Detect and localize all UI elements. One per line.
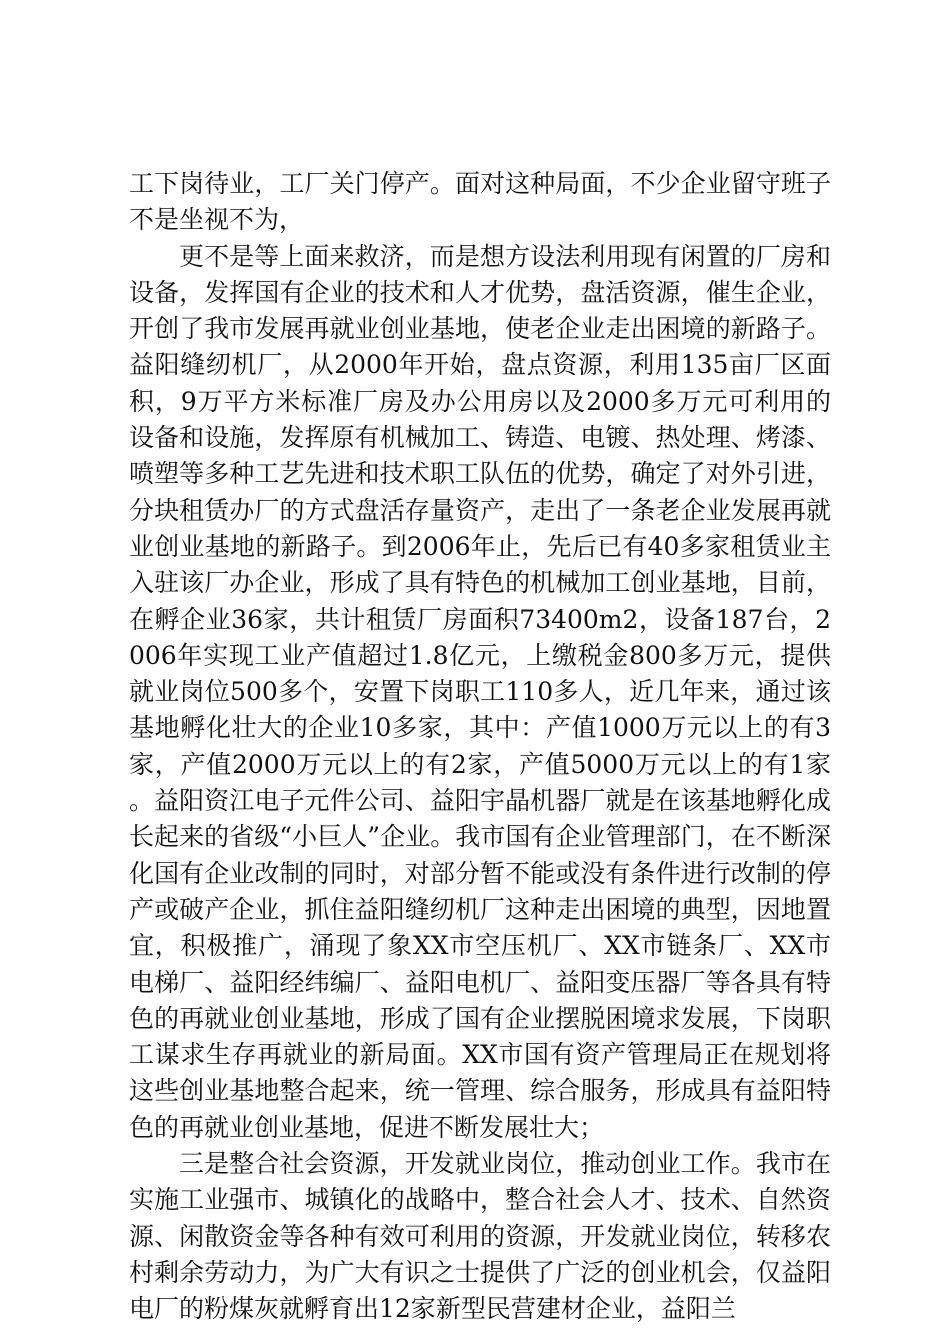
paragraph-continuation: 工下岗待业，工厂关门停产。面对这种局面，不少企业留守班子不是坐视不为，	[129, 169, 831, 235]
document-body	[129, 166, 831, 1328]
paragraph-reemployment-bases: 更不是等上面来救济，而是想方设法利用现有闲置的厂房和设备，发挥国有企业的技术和人才优势，盘活资源，催生企业，开创了我市发展再就业创业基地，使老企业走出困境的新路子。益阳缝纫机厂，从2000年开始，盘点资源，利用135亩厂区面积，9万平方米标准厂房及办公用房以及2000多万元可利用的设备和设施，发挥原有机械加工、铸造、电镀、热处理、烤漆、喷塑等多种工艺先进和技术职工队伍的优势，确定了对外引进，分块租赁办厂的方式盘活存量资产，走出了一条老企业发展再就业创业基地的新路子。到2006年止，先后已有40多家租赁业主入驻该厂办企业，形成了具有特色的机械加工创业基地，目前，在孵企业36家，共计租赁厂房面积73400m2，设备187台，2006年实现工业产值超过1.8亿元，上缴税金800多万元，提供就业岗位500多个，安置下岗职工110多人，近几年来，通过该基地孵化壮大的企业10多家，其中：产值1000万元以上的有3家，产值2000万元以上的有2家，产值5000万元以上的有1家。益阳资江电子元件公司、益阳宇晶机器厂就是在该基地孵化成长起来的省级“小巨人”企业。我市国有企业管理部门，在不断深化国有企业改制的同时，对部分暂不能或没有条件进行改制的停产或破产企业，抓住益阳缝纫机厂这种走出困境的典型，因地置宜，积极推广，涌现了象XX市空压机厂、XX市链条厂、XX市电梯厂、益阳经纬编厂、益阳电机厂、益阳变压器厂等各具有特色的再就业创业基地，形成了国有企业摆脱困境求发展，下岗职工谋求生存再就业的新局面。XX市国有资产管理局正在规划将这些创业基地整合起来，统一管理、综合服务，形成具有益阳特色的再就业创业基地，促进不断发展壮大；	[129, 241, 831, 1142]
paragraph-social-resources: 三是整合社会资源，开发就业岗位，推动创业工作。我市在实施工业强市、城镇化的战略中，整合社会人才、技术、自然资源、闲散资金等各种有效可利用的资源，开发就业岗位，转移农村剩余劳动力，为广大有识之士提供了广泛的创业机会，仅益阳电厂的粉煤灰就孵育出12家新型民营建材企业，益阳兰	[129, 1149, 831, 1324]
